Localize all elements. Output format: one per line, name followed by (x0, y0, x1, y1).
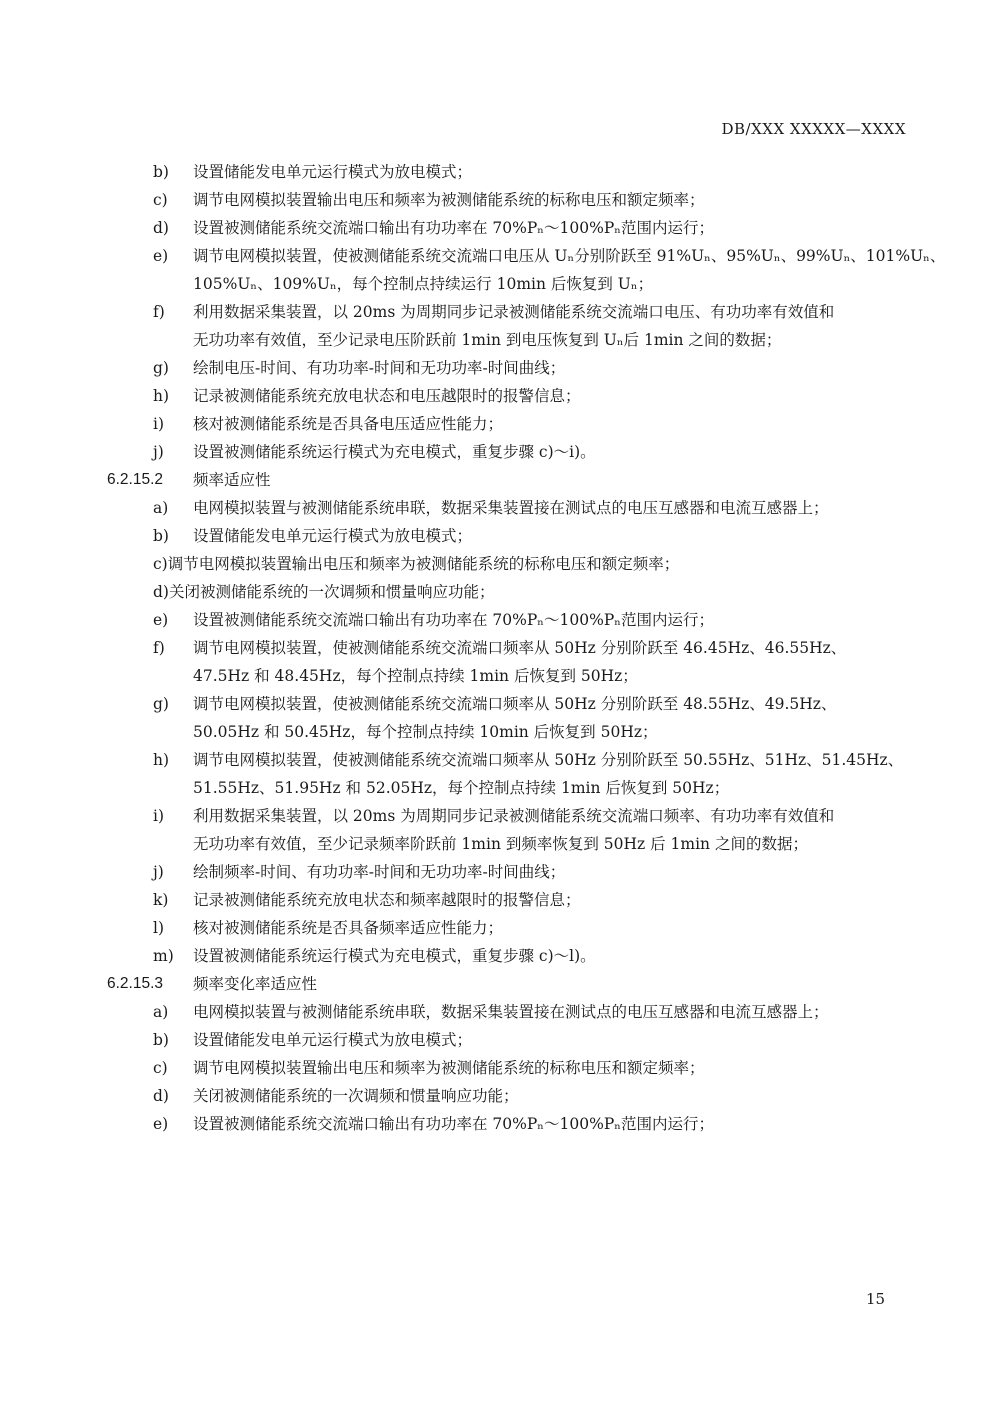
list-item (0, 158, 1000, 186)
list-item (0, 858, 1000, 886)
document-body (0, 158, 1000, 1138)
list-item-text: 电网模拟装置与被测储能系统串联，数据采集装置接在测试点的电压互感器和电流互感器上； (193, 499, 829, 517)
list-item-label: a) (153, 499, 169, 517)
list-item-label: e) (153, 611, 169, 629)
list-item-text: 记录被测储能系统充放电状态和频率越限时的报警信息； (193, 891, 581, 909)
list-item (0, 382, 1000, 410)
list-item-text: 关闭被测储能系统的一次调频和惯量响应功能； (193, 1087, 519, 1105)
list-item-text: 绘制电压-时间、有功功率-时间和无功功率-时间曲线； (193, 359, 566, 377)
list-item-text: 核对被测储能系统是否具备频率适应性能力； (193, 919, 504, 937)
list-item (0, 886, 1000, 914)
list-item-text: 设置储能发电单元运行模式为放电模式； (193, 527, 473, 545)
list-item (0, 634, 1000, 690)
list-item-text: d)关闭被测储能系统的一次调频和惯量响应功能； (153, 583, 495, 601)
list-item-text: c)调节电网模拟装置输出电压和频率为被测储能系统的标称电压和额定频率； (153, 555, 680, 573)
list-item-text: 调节电网模拟装置输出电压和频率为被测储能系统的标称电压和额定频率； (193, 1059, 705, 1077)
list-item-label: h) (153, 751, 170, 769)
list-item (0, 438, 1000, 466)
section-number: 6.2.15.2 (107, 471, 164, 488)
list-item-text (193, 298, 834, 354)
list-item (0, 914, 1000, 942)
list-item (0, 578, 1000, 606)
list-item-text: 设置被测储能系统运行模式为充电模式，重复步骤 c)～i)。 (193, 443, 596, 461)
list-item-label: f) (153, 303, 165, 321)
list-item-text: 核对被测储能系统是否具备电压适应性能力； (193, 415, 504, 433)
list-item (0, 354, 1000, 382)
list-item-text: 绘制频率-时间、有功功率-时间和无功功率-时间曲线； (193, 863, 566, 881)
list-item (0, 298, 1000, 354)
list-item-text: 设置储能发电单元运行模式为放电模式； (193, 163, 473, 181)
list-item-line: 调节电网模拟装置，使被测储能系统交流端口频率从 50Hz 分别阶跃至 50.55Hz、51Hz、51.45Hz、 (193, 751, 904, 769)
list-item-label: b) (153, 1031, 169, 1049)
list-item-label: b) (153, 527, 169, 545)
section-title: 频率变化率适应性 (193, 975, 318, 993)
list-item-label: c) (153, 191, 168, 209)
list-item-line: 47.5Hz 和 48.45Hz，每个控制点持续 1min 后恢复到 50Hz； (193, 667, 638, 685)
list-item-label: d) (153, 1087, 169, 1105)
list-item-text: 记录被测储能系统充放电状态和电压越限时的报警信息； (193, 387, 581, 405)
list-item-label: i) (153, 415, 165, 433)
list-item-label: j) (153, 863, 164, 881)
list-item-line: 105%Uₙ、109%Uₙ，每个控制点持续运行 10min 后恢复到 Uₙ； (193, 275, 654, 293)
list-item (0, 746, 1000, 802)
list-item-line: 无功功率有效值，至少记录电压阶跃前 1min 到电压恢复到 Uₙ后 1min 之间的数据； (193, 331, 782, 349)
list-item (0, 802, 1000, 858)
list-item-label: i) (153, 807, 165, 825)
list-item-label: g) (153, 695, 169, 713)
list-item-label: f) (153, 639, 165, 657)
list-item (0, 242, 1000, 298)
list-item-line: 50.05Hz 和 50.45Hz，每个控制点持续 10min 后恢复到 50Hz； (193, 723, 658, 741)
list-item (0, 1026, 1000, 1054)
list-item (0, 690, 1000, 746)
list-item-text: 设置储能发电单元运行模式为放电模式； (193, 1031, 473, 1049)
list-item-text: 设置被测储能系统交流端口输出有功功率在 70%Pₙ～100%Pₙ范围内运行； (193, 219, 714, 237)
list-item (0, 186, 1000, 214)
page-number: 15 (866, 1290, 886, 1308)
list-item (0, 1110, 1000, 1138)
list-item-line: 51.55Hz、51.95Hz 和 52.05Hz，每个控制点持续 1min 后恢复到 50Hz； (193, 779, 730, 797)
list-item-line: 调节电网模拟装置，使被测储能系统交流端口电压从 Uₙ分别阶跃至 91%Uₙ、95%Uₙ、99%Uₙ、101%Uₙ、 (193, 247, 946, 265)
list-item-label: a) (153, 1003, 169, 1021)
list-item (0, 1054, 1000, 1082)
list-item-label: e) (153, 247, 169, 265)
section-number: 6.2.15.3 (107, 975, 164, 992)
list-item (0, 410, 1000, 438)
list-item-label: e) (153, 1115, 169, 1133)
list-item-label: m) (153, 947, 174, 965)
section-heading (0, 466, 1000, 494)
list-item-text: 设置被测储能系统交流端口输出有功功率在 70%Pₙ～100%Pₙ范围内运行； (193, 1115, 714, 1133)
list-item-label: l) (153, 919, 165, 937)
list-item (0, 214, 1000, 242)
list-item-text: 调节电网模拟装置输出电压和频率为被测储能系统的标称电压和额定频率； (193, 191, 705, 209)
list-item (0, 550, 1000, 578)
list-item-text (193, 690, 836, 746)
list-item (0, 522, 1000, 550)
list-item-text: 电网模拟装置与被测储能系统串联，数据采集装置接在测试点的电压互感器和电流互感器上； (193, 1003, 829, 1021)
list-item-label: b) (153, 163, 169, 181)
list-item (0, 494, 1000, 522)
list-item-label: j) (153, 443, 164, 461)
list-item-line: 调节电网模拟装置，使被测储能系统交流端口频率从 50Hz 分别阶跃至 48.55Hz、49.5Hz、 (193, 695, 837, 713)
list-item-line: 调节电网模拟装置，使被测储能系统交流端口频率从 50Hz 分别阶跃至 46.45Hz、46.55Hz、 (193, 639, 847, 657)
list-item-label: g) (153, 359, 169, 377)
page-header: DB/XXX XXXXX—XXXX (721, 120, 906, 138)
list-item-line: 利用数据采集装置，以 20ms 为周期同步记录被测储能系统交流端口电压、有功功率有效值和 (193, 303, 835, 321)
list-item-text (193, 634, 846, 690)
list-item (0, 606, 1000, 634)
list-item-label: h) (153, 387, 170, 405)
list-item-label: k) (153, 891, 169, 909)
list-item-text: 设置被测储能系统交流端口输出有功功率在 70%Pₙ～100%Pₙ范围内运行； (193, 611, 714, 629)
list-item-text (193, 746, 903, 802)
section-heading (0, 970, 1000, 998)
list-item (0, 942, 1000, 970)
section-title: 频率适应性 (193, 471, 271, 489)
list-item (0, 998, 1000, 1026)
list-item-text (193, 242, 945, 298)
list-item (0, 1082, 1000, 1110)
list-item-line: 无功功率有效值，至少记录频率阶跃前 1min 到频率恢复到 50Hz 后 1min 之间的数据； (193, 835, 808, 853)
list-item-label: d) (153, 219, 169, 237)
list-item-text: 设置被测储能系统运行模式为充电模式，重复步骤 c)～l)。 (193, 947, 596, 965)
list-item-text (193, 802, 834, 858)
list-item-line: 利用数据采集装置，以 20ms 为周期同步记录被测储能系统交流端口频率、有功功率有效值和 (193, 807, 835, 825)
list-item-label: c) (153, 1059, 168, 1077)
